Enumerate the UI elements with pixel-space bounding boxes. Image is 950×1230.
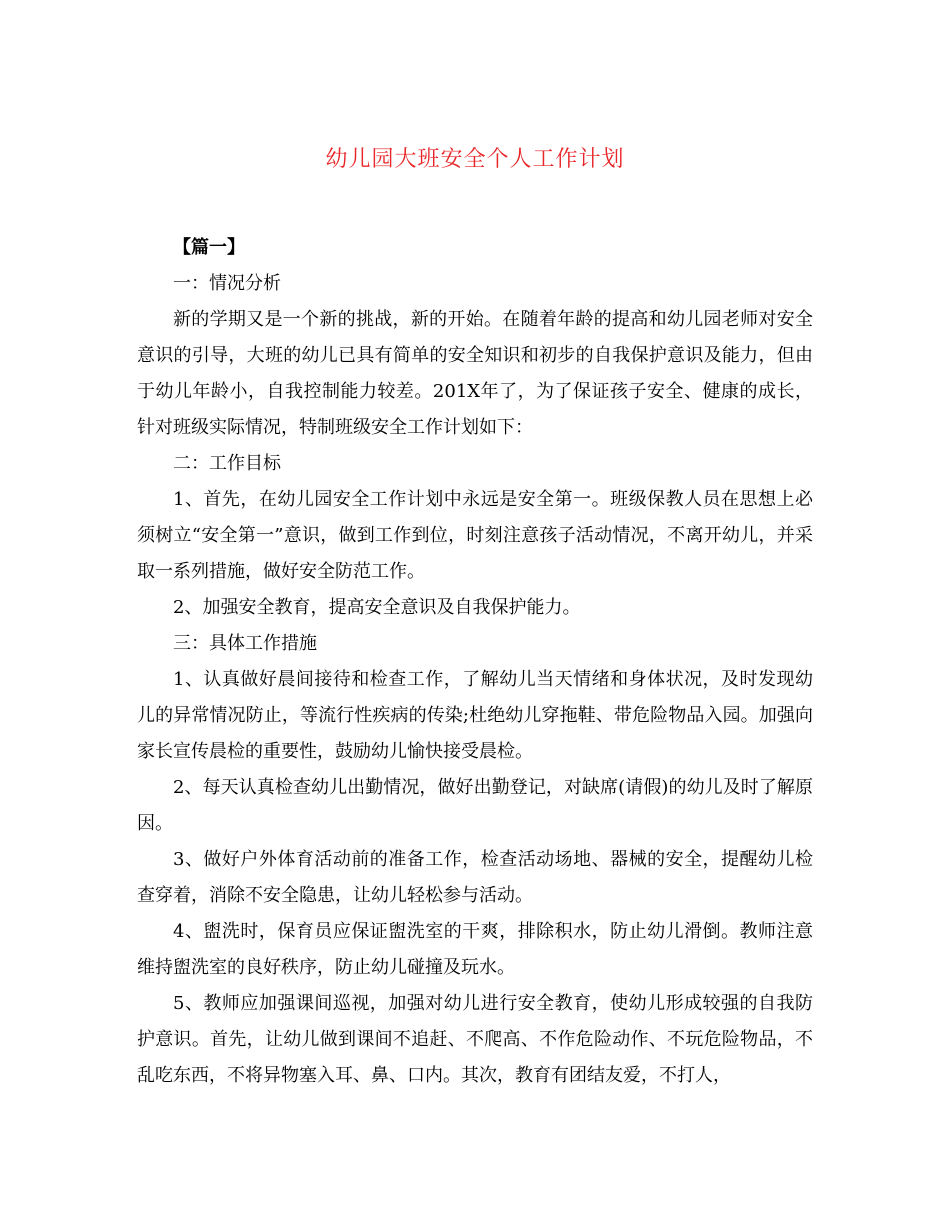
section-heading-part-one: 【篇一】 [173,237,245,258]
paragraph-situation: 新的学期又是一个新的挑战，新的开始。在随着年龄的提高和幼儿园老师对安全意识的引导，大班的幼儿已具有简单的安全知识和初步的自我保护意识及能力，但由于幼儿年龄小，自我控制能力较差。201X年了，为了保证孩子安全、健康的成长，针对班级实际情况，特制班级安全工作计划如下： [137,309,813,438]
paragraph-measure-3: 3、做好户外体育活动前的准备工作，检查活动场地、器械的安全，提醒幼儿检查穿着，消除不安全隐患，让幼儿轻松参与活动。 [137,849,813,906]
paragraph-measure-1: 1、认真做好晨间接待和检查工作，了解幼儿当天情绪和身体状况，及时发现幼儿的异常情况防止，等流行性疾病的传染;杜绝幼儿穿拖鞋、带危险物品入园。加强向家长宣传晨检的重要性，鼓励幼儿愉快接受晨检。 [137,669,813,762]
paragraph-measure-2: 2、每天认真检查幼儿出勤情况，做好出勤登记，对缺席(请假)的幼儿及时了解原因。 [137,777,813,834]
paragraph-measure-5: 5、教师应加强课间巡视，加强对幼儿进行安全教育，使幼儿形成较强的自我防护意识。首先，让幼儿做到课间不追赶、不爬高、不作危险动作、不玩危险物品，不乱吃东西，不将异物塞入耳、鼻、口内。其次，教育有团结友爱，不打人， [137,993,813,1086]
document-title: 幼儿园大班安全个人工作计划 [325,147,625,172]
paragraph-goal-1: 1、首先，在幼儿园安全工作计划中永远是安全第一。班级保教人员在思想上必须树立“安全第一”意识，做到工作到位，时刻注意孩子活动情况，不离开幼儿，并采取一系列措施，做好安全防范工作。 [137,489,813,582]
document-body [137,230,813,1094]
paragraph-goal-2: 2、加强安全教育，提高安全意识及自我保护能力。 [173,597,581,618]
heading-work-goals: 二：工作目标 [173,453,281,474]
paragraph-measure-4: 4、盥洗时，保育员应保证盥洗室的干爽，排除积水，防止幼儿滑倒。教师注意维持盥洗室的良好秩序，防止幼儿碰撞及玩水。 [137,921,813,978]
heading-specific-measures: 三：具体工作措施 [173,633,317,654]
heading-situation-analysis: 一：情况分析 [173,273,281,294]
